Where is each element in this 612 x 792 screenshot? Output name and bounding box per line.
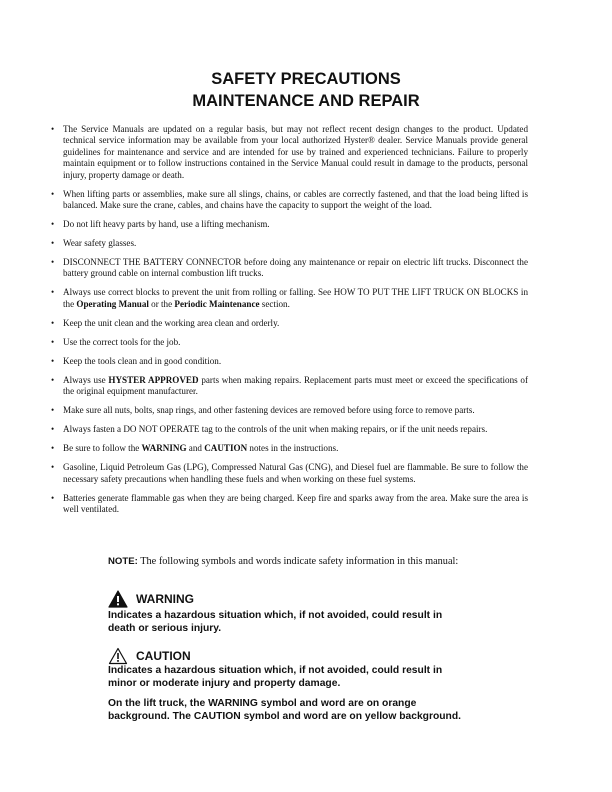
item-text: Always use: [63, 374, 109, 385]
precaution-item: [50, 356, 528, 367]
precaution-item: [50, 318, 528, 329]
emphasis-text: CAUTION: [204, 443, 248, 454]
item-text: parts when making repairs. Replacement parts must meet or exceed the specifications of the original equipment manufacturer.: [63, 374, 528, 397]
bullet-icon: •: [51, 374, 55, 385]
item-text: or the: [148, 298, 175, 309]
precaution-item: [50, 493, 528, 516]
item-text: Always use correct blocks to prevent the unit from rolling or falling. See HOW TO PUT THE LIFT TRUCK ON BLOCKS in the: [63, 287, 528, 309]
emphasis-text: Periodic Maintenance: [174, 298, 260, 309]
bullet-icon: •: [51, 124, 55, 134]
precaution-item: [50, 287, 528, 310]
note-text: The following symbols and words indicate safety information in this manual:: [137, 556, 459, 567]
precaution-item: [50, 189, 528, 212]
item-text: When lifting parts or assemblies, make sure all slings, chains, or cables are correctly fastened, and that the load being lifted is balanced. Make sure the crane, cables, and chains have the capacity to support the weight of the load.: [63, 188, 528, 211]
emphasis-text: Operating Manual: [76, 298, 149, 309]
bullet-icon: •: [51, 219, 55, 230]
item-text: DISCONNECT THE BATTERY CONNECTOR before doing any maintenance or repair on electric lift trucks. Disconnect the battery ground cable on internal combustion lift trucks.: [63, 257, 528, 279]
item-text: The Service Manuals are updated on a regular basis, but may not reflect recent design changes to the product. Updated technical service information may be available from your local authorized Hyster® dealer. Service Manuals provide general guidelines for maintenance and service and are intended for use by trained and experienced technicians. Failure to properly maintain equipment or to follow instructions contained in the Service Manual could result in damage to the products, personal injury, property damage or death.: [63, 124, 528, 180]
warning-text: Indicates a hazardous situation which, if not avoided, could result in death or serious injury.: [108, 610, 443, 634]
bullet-icon: •: [51, 424, 55, 435]
item-text: Use the correct tools for the job.: [63, 336, 181, 347]
color-note-text: On the lift truck, the WARNING symbol and word are on orange background. The CAUTION symbol and word are on yellow background.: [108, 698, 461, 722]
item-text: Be sure to follow the: [63, 443, 142, 454]
item-text: Keep the unit clean and the working area clean and orderly.: [63, 317, 280, 328]
precaution-item: [50, 443, 528, 454]
precaution-item: [50, 257, 528, 280]
precaution-item: [50, 124, 528, 181]
precaution-item: [50, 424, 528, 435]
item-text: Gasoline, Liquid Petroleum Gas (LPG), Compressed Natural Gas (CNG), and Diesel fuel are flammable. Be sure to follow the necessary safety precautions when handling these fuels and when working on these fuel systems.: [63, 462, 528, 484]
warning-heading-text: WARNING: [136, 592, 194, 606]
bullet-icon: •: [51, 238, 55, 249]
item-text: and: [186, 443, 205, 454]
bullet-icon: •: [51, 405, 55, 416]
item-text: Wear safety glasses.: [63, 238, 137, 249]
item-text: Always fasten a DO NOT OPERATE tag to the controls of the unit when making repairs, or if the unit needs repairs.: [63, 424, 488, 435]
item-text: notes in the instructions.: [247, 443, 339, 454]
bullet-icon: •: [51, 287, 55, 298]
warning-triangle-icon: [108, 590, 128, 608]
warning-heading: [108, 590, 194, 608]
bullet-icon: •: [51, 188, 55, 199]
precaution-item: [50, 405, 528, 416]
bullet-icon: •: [51, 336, 55, 347]
item-text: Make sure all nuts, bolts, snap rings, and other fastening devices are removed before using force to remove parts.: [63, 405, 475, 416]
item-text: Keep the tools clean and in good condition.: [63, 355, 222, 366]
emphasis-text: HYSTER APPROVED: [108, 374, 199, 385]
precaution-item: [50, 375, 528, 398]
item-text: Do not lift heavy parts by hand, use a lifting mechanism.: [63, 219, 270, 230]
page-title-line-2: MAINTENANCE AND REPAIR: [192, 92, 420, 110]
item-text: section.: [259, 298, 290, 309]
bullet-icon: •: [51, 443, 55, 454]
precaution-item: [50, 337, 528, 348]
caution-heading: [108, 647, 191, 665]
precaution-item: [50, 219, 528, 230]
bullet-icon: •: [51, 462, 55, 473]
caution-triangle-icon: [108, 647, 128, 665]
bullet-icon: •: [51, 492, 55, 503]
bullet-icon: •: [51, 317, 55, 328]
page-title-line-1: SAFETY PRECAUTIONS: [211, 70, 401, 88]
precautions-list: [50, 124, 528, 523]
caution-text: Indicates a hazardous situation which, if not avoided, could result in minor or moderate injury and property damage.: [108, 665, 443, 689]
note-label: NOTE:: [108, 556, 138, 567]
emphasis-text: WARNING: [141, 443, 187, 454]
precaution-item: [50, 462, 528, 485]
note-paragraph: [108, 556, 470, 569]
bullet-icon: •: [51, 257, 55, 268]
caution-heading-text: CAUTION: [136, 649, 191, 663]
item-text: Batteries generate flammable gas when they are being charged. Keep fire and sparks away from the area. Make sure the area is well ventilated.: [63, 492, 528, 515]
precaution-item: [50, 238, 528, 249]
bullet-icon: •: [51, 355, 55, 366]
